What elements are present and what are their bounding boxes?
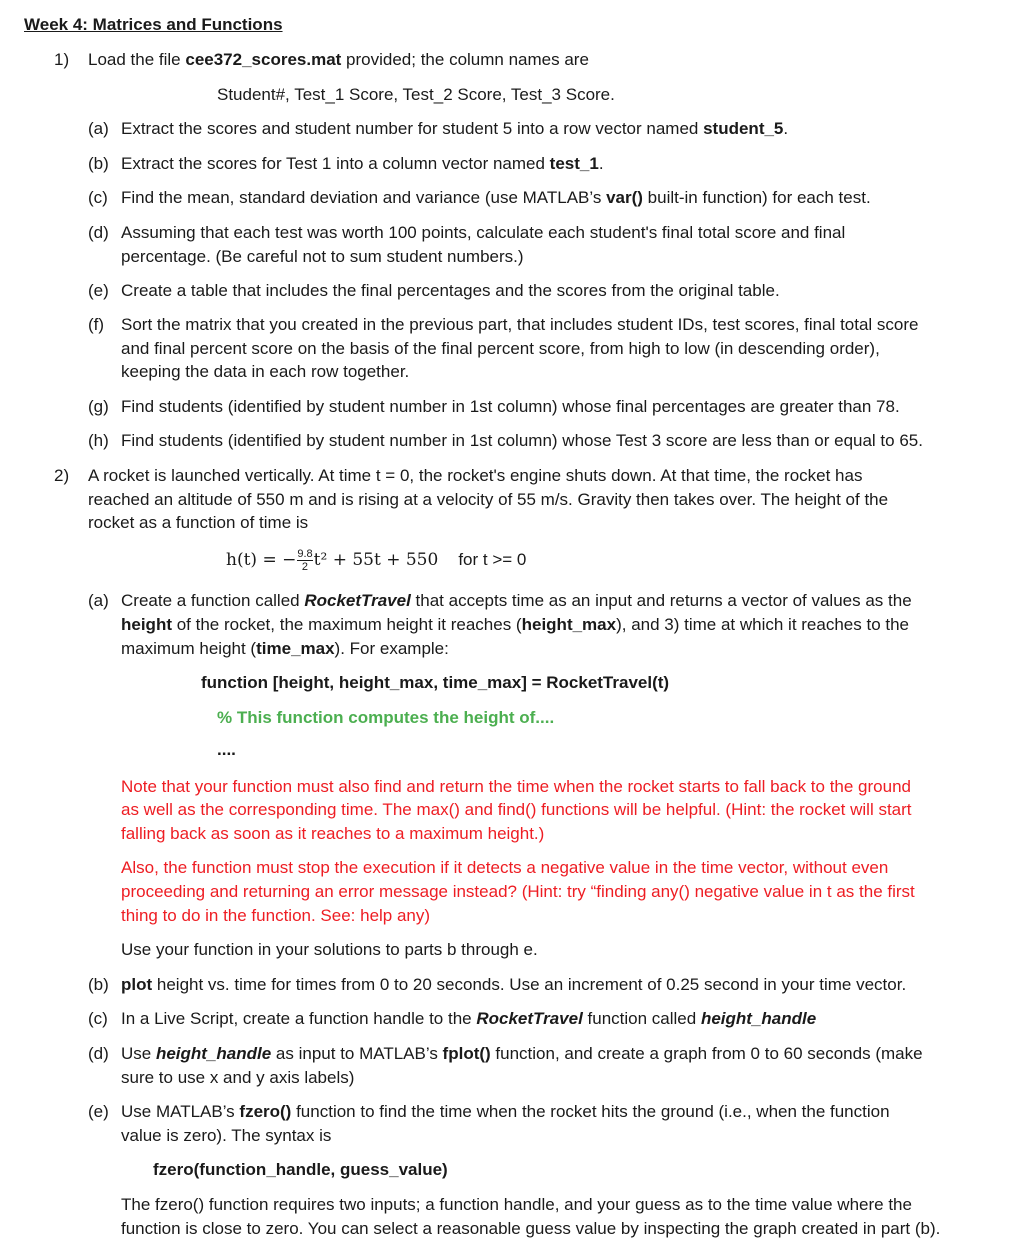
part-1d-line2: percentage. (Be careful not to sum student numbers.): [121, 247, 524, 266]
question-1-intro: Load the file cee372_scores.mat provided; the column names are: [88, 50, 589, 69]
part-2e-para-line1: The fzero() function requires two inputs; a function handle, and your guess as to the time value where the: [121, 1195, 912, 1214]
part-1f-line2: and final percent score on the basis of the final percent score, from high to low (in descending order),: [121, 339, 880, 358]
part-1e-text: Create a table that includes the final percentages and the scores from the original table.: [121, 281, 780, 300]
note-2-line2: proceeding and returning an error message instead? (Hint: try “finding any() negative value in t as the first: [121, 882, 915, 901]
part-label: (a): [88, 119, 109, 138]
code-comment: % This function computes the height of....: [217, 708, 555, 727]
use-function-note: Use your function in your solutions to parts b through e.: [121, 940, 538, 959]
page-title: Week 4: Matrices and Functions: [24, 15, 283, 34]
part-1d-line1: Assuming that each test was worth 100 points, calculate each student's final total score and final: [121, 223, 846, 242]
question-2-line3: rocket as a function of time is: [88, 513, 309, 532]
part-2b-text: plot height vs. time for times from 0 to 20 seconds. Use an increment of 0.25 second in your time vector.: [121, 975, 907, 994]
question-2-line2: reached an altitude of 550 m and is rising at a velocity of 55 m/s. Gravity then takes over. The height of the: [88, 490, 889, 509]
part-label: (a): [88, 591, 109, 610]
part-2a-line2: height of the rocket, the maximum height it reaches (height_max), and 3) time at which it reaches to the: [121, 615, 910, 634]
code-ellipsis: ....: [217, 740, 236, 759]
part-2e-line1: Use MATLAB’s fzero() function to find the time when the rocket hits the ground (i.e., when the function: [121, 1102, 890, 1121]
note-2-line1: Also, the function must stop the execution if it detects a negative value in the time vector, without even: [121, 858, 889, 877]
part-2d-line1: Use height_handle as input to MATLAB’s fplot() function, and create a graph from 0 to 60 seconds (make: [121, 1044, 923, 1063]
part-2e-para-line2: function is close to zero. You can select a reasonable guess value by inspecting the graph created in part (b).: [121, 1219, 941, 1238]
part-label: (d): [88, 223, 109, 242]
part-label: (c): [88, 188, 108, 207]
part-label: (g): [88, 397, 109, 416]
part-2c-text: In a Live Script, create a function handle to the RocketTravel function called height_handle: [121, 1009, 817, 1028]
part-1c-text: Find the mean, standard deviation and variance (use MATLAB’s var() built-in function) for each test.: [121, 188, 871, 207]
part-label: (e): [88, 1102, 109, 1121]
height-equation: h(t) = − $\frac{9.8}{2}$ t² + 55t + 550 for t >= 0: [226, 548, 527, 574]
part-label: (c): [88, 1009, 108, 1028]
question-2-number: 2): [54, 466, 70, 485]
part-2a-line3: maximum height (time_max). For example:: [121, 639, 449, 658]
part-1f-line1: Sort the matrix that you created in the previous part, that includes student IDs, test scores, final total score: [121, 315, 919, 334]
part-2a-line1: Create a function called RocketTravel that accepts time as an input and returns a vector of values as the: [121, 591, 912, 610]
part-label: (h): [88, 431, 109, 450]
column-names: Student#, Test_1 Score, Test_2 Score, Test_3 Score.: [217, 85, 615, 104]
part-label: (b): [88, 154, 109, 173]
note-1-line1: Note that your function must also find and return the time when the rocket starts to fall back to the ground: [121, 777, 911, 796]
part-2d-line2: sure to use x and y axis labels): [121, 1068, 355, 1087]
part-1g-text: Find students (identified by student number in 1st column) whose final percentages are greater than 78.: [121, 397, 900, 416]
part-1f-line3: keeping the data in each row together.: [121, 362, 410, 381]
equation-fraction: $\frac{9.8}{2}$: [297, 548, 313, 574]
question-2-line1: A rocket is launched vertically. At time t = 0, the rocket's engine shuts down. At that time, the rocket has: [88, 466, 863, 485]
code-fzero-syntax: fzero(function_handle, guess_value): [153, 1160, 448, 1179]
part-label: (b): [88, 975, 109, 994]
part-label: (d): [88, 1044, 109, 1063]
part-label: (e): [88, 281, 109, 300]
note-1-line3: falling back as soon as it reaches to a maximum height.): [121, 824, 545, 843]
part-1b-text: Extract the scores for Test 1 into a column vector named test_1.: [121, 154, 604, 173]
code-function-signature: function [height, height_max, time_max] = RocketTravel(t): [201, 673, 670, 692]
part-1a-text: Extract the scores and student number for student 5 into a row vector named student_5.: [121, 119, 789, 138]
note-1-line2: as well as the corresponding time. The max() and find() functions will be helpful. (Hint: the rocket will start: [121, 800, 912, 819]
part-label: (f): [88, 315, 105, 334]
part-2e-line2: value is zero). The syntax is: [121, 1126, 332, 1145]
part-1h-text: Find students (identified by student number in 1st column) whose Test 3 score are less than or equal to 65.: [121, 431, 923, 450]
note-2-line3: thing to do in the function. See: help any): [121, 906, 431, 925]
question-1-number: 1): [54, 50, 70, 69]
